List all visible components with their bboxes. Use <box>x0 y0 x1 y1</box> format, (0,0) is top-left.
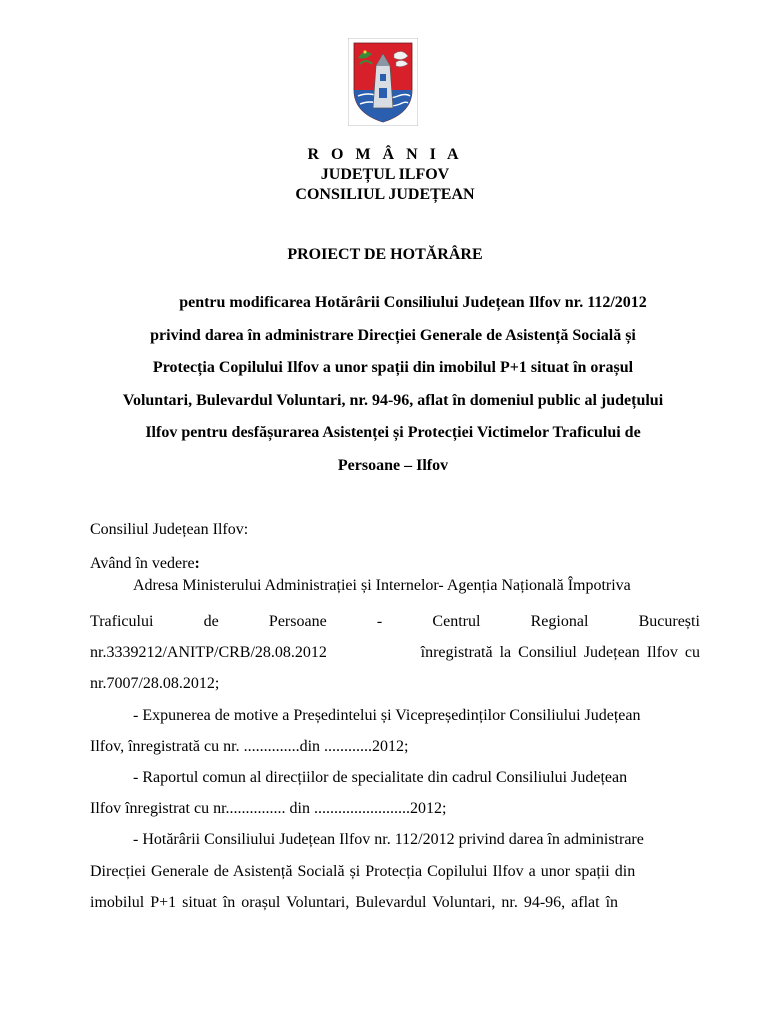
item4-line2: Direcției Generale de Asistență Socială și Protecția Copilului Ilfov a unor spații din <box>90 862 636 880</box>
item2-line1: - Expunerea de motive a Președintelui și Vicepreședinților Consiliului Județean <box>133 706 641 724</box>
subject-line: privind darea în administrare Direcției Generale de Asistență Socială și <box>150 326 636 344</box>
item2-line2: Ilfov, înregistrată cu nr. ..............din ............2012; <box>90 737 409 755</box>
subject-line: Persoane – Ilfov <box>337 456 449 474</box>
considering-colon: : <box>194 555 200 572</box>
country-name: R O M Â N I A <box>307 146 463 163</box>
item1-line3 <box>90 637 700 668</box>
item1-word: - <box>376 613 383 630</box>
item1-word: Centrul <box>432 613 481 630</box>
subject-line: pentru modificarea Hotărârii Consiliului Județean Ilfov nr. 112/2012 <box>179 294 647 311</box>
item1-line1: Adresa Ministerului Administrației și Internelor- Agenția Națională Împotriva <box>133 577 631 594</box>
item3-line2: Ilfov înregistrat cu nr............... din ........................2012; <box>90 800 447 818</box>
item1-word: Persoane <box>268 613 327 630</box>
document-title: PROIECT DE HOTĂRÂRE <box>287 246 483 263</box>
item1-word: Regional <box>530 613 589 630</box>
item4-line1: - Hotărârii Consiliului Județean Ilfov nr. 112/2012 privind darea în administrare <box>133 831 644 849</box>
item1-line2 <box>90 606 700 637</box>
header-county: JUDEȚUL ILFOV <box>320 166 450 183</box>
subject-line: Protecția Copilului Ilfov a unor spații din imobilul P+1 situat în orașul <box>152 359 634 376</box>
item4-line3: imobilul P+1 situat în orașul Voluntari, Bulevardul Voluntari, nr. 94-96, aflat în <box>90 893 619 911</box>
header-country <box>0 145 770 165</box>
subject-line: Ilfov pentru desfășurarea Asistenței și Protecției Victimelor Traficului de <box>145 424 641 441</box>
item1-word: Traficului <box>90 613 154 630</box>
item1-address-number: nr.3339212/ANITP/CRB/28.08.2012 <box>90 644 327 662</box>
considering-heading <box>90 553 700 575</box>
considering-section <box>90 553 700 918</box>
council-intro: Consiliul Județean Ilfov: <box>90 521 249 538</box>
considering-label: Având în vedere <box>90 555 195 572</box>
item1-line4: nr.7007/28.08.2012; <box>90 675 220 693</box>
header-council: CONSILIUL JUDEȚEAN <box>295 186 475 203</box>
subject-line: Voluntari, Bulevardul Voluntari, nr. 94-96, aflat în domeniul public al județului <box>122 391 664 409</box>
ilfov-coat-of-arms-icon <box>348 38 418 126</box>
item3-line1: - Raportul comun al direcțiilor de specialitate din cadrul Consiliului Județean <box>133 769 628 787</box>
item1-word: București <box>638 613 700 630</box>
item1-word: de <box>203 613 219 630</box>
document-subject <box>80 287 706 482</box>
item1-registered: înregistrată la Consiliul Județean Ilfov cu <box>420 644 700 662</box>
